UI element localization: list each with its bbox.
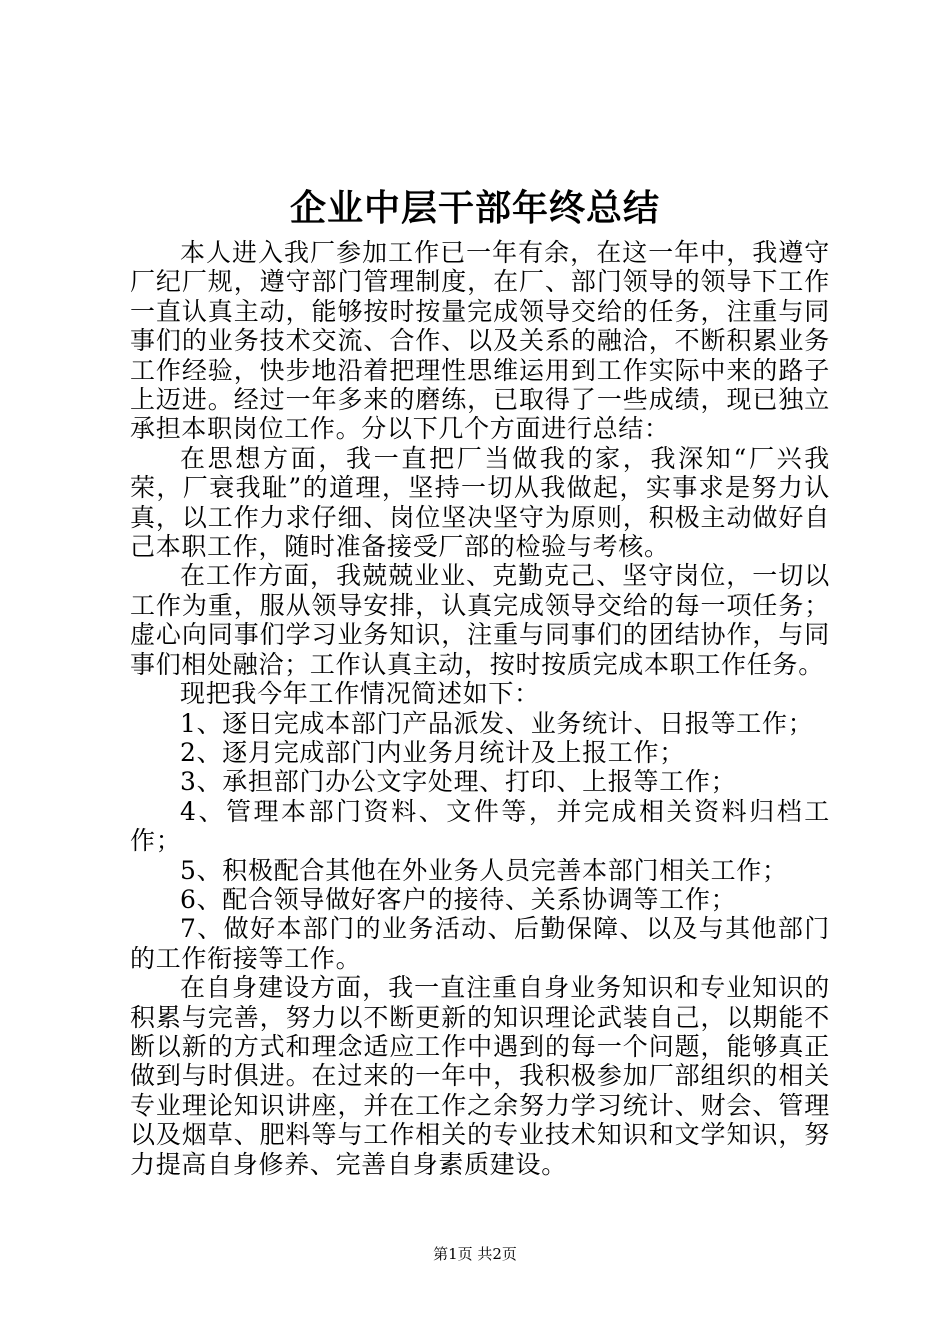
page-footer: 第1页 共2页	[433, 1245, 517, 1263]
paragraph-self-development: 在自身建设方面，我一直注重自身业务知识和专业知识的积累与完善，努力以不断更新的知识理论武装自己，以期能不断以新的方式和理念适应工作中遇到的每一个问题，能够真正做到与时俱进。在过来的一年中，我积极参加厂部组织的相关专业理论知识讲座，并在工作之余努力学习统计、财会、管理以及烟草、肥料等与工作相关的专业技术知识和文学知识，努力提高自身修养、完善自身素质建设。	[130, 973, 830, 1179]
list-item-3: 3、承担部门办公文字处理、打印、上报等工作；	[180, 767, 737, 797]
paragraph-intro: 本人进入我厂参加工作已一年有余，在这一年中，我遵守厂纪厂规，遵守部门管理制度，在厂、部门领导的领导下工作一直认真主动，能够按时按量完成领导交给的任务，注重与同事们的业务技术交流、合作、以及关系的融洽，不断积累业务工作经验，快步地沿着把理性思维运用到工作实际中来的路子上迈进。经过一年多来的磨练，已取得了一些成绩，现已独立承担本职岗位工作。分以下几个方面进行总结：	[130, 238, 830, 444]
list-item-6: 6、配合领导做好客户的接待、关系协调等工作；	[180, 884, 737, 914]
list-item-7: 7、做好本部门的业务活动、后勤保障、以及与其他部门的工作衔接等工作。	[130, 914, 830, 973]
list-item-2: 2、逐月完成部门内业务月统计及上报工作；	[180, 737, 685, 767]
paragraph-summary-lead: 现把我今年工作情况简述如下：	[180, 679, 540, 709]
paragraph-thought: 在思想方面，我一直把厂当做我的家，我深知“厂兴我荣，厂衰我耻”的道理，坚持一切从我做起，实事求是努力认真，以工作力求仔细、岗位坚决坚守为原则，积极主动做好自己本职工作，随时准备接受厂部的检验与考核。	[130, 443, 830, 562]
list-item-1: 1、逐日完成本部门产品派发、业务统计、日报等工作；	[180, 708, 814, 738]
list-item-5: 5、积极配合其他在外业务人员完善本部门相关工作；	[180, 855, 788, 885]
list-item-4: 4、管理本部门资料、文件等，并完成相关资料归档工作；	[130, 796, 830, 856]
document-body	[130, 238, 830, 1179]
paragraph-work: 在工作方面，我兢兢业业、克勤克己、坚守岗位，一切以工作为重，服从领导安排，认真完成领导交给的每一项任务；虚心向同事们学习业务知识，注重与同事们的团结协作，与同事们相处融洽；工作认真主动，按时按质完成本职工作任务。	[130, 561, 830, 679]
document-title: 企业中层干部年终总结	[289, 187, 660, 229]
